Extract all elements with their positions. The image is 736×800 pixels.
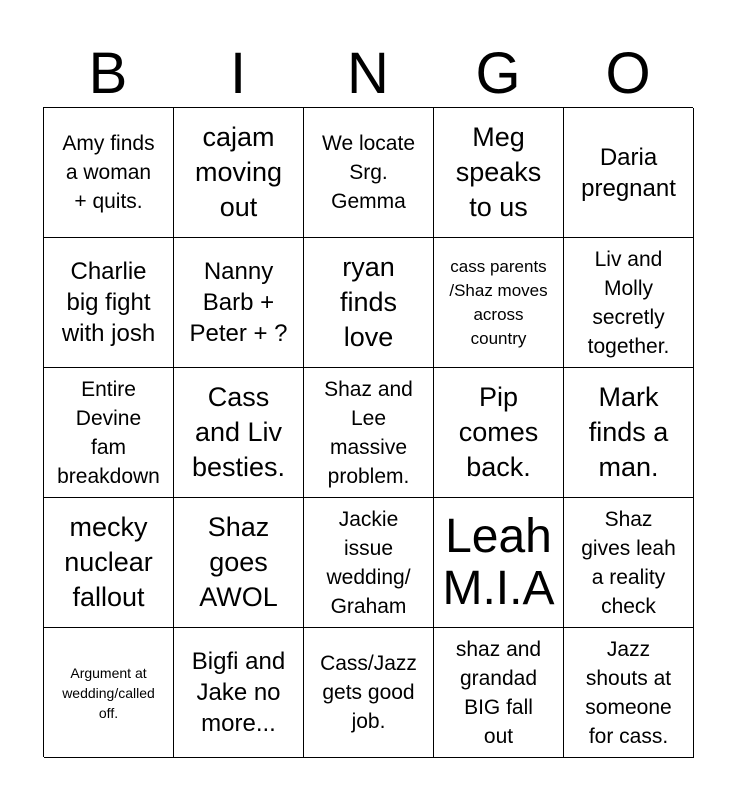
cell-text: Liv and Molly secretly together. xyxy=(587,247,670,358)
cell-text: Nanny Barb + Peter + ? xyxy=(189,258,288,347)
header-letter-o: O xyxy=(605,41,651,106)
bingo-cell[interactable] xyxy=(174,108,304,238)
bingo-cell[interactable] xyxy=(174,628,304,758)
cell-text: Argument at wedding/called off. xyxy=(62,664,155,721)
header-letter-i: I xyxy=(229,41,247,106)
cell-text: Shaz and Lee massive problem. xyxy=(324,377,413,488)
cell-text: Amy finds a woman + quits. xyxy=(62,132,155,213)
cell-text: Shaz goes AWOL xyxy=(199,512,278,612)
bingo-cell[interactable] xyxy=(44,498,174,628)
cell-text: shaz and grandad BIG fall out xyxy=(455,637,542,748)
header-letter-n: N xyxy=(347,41,389,106)
cell-text: We locate Srg. Gemma xyxy=(322,132,415,213)
cell-text: Pip comes back. xyxy=(458,382,539,482)
bingo-cell[interactable] xyxy=(434,368,564,498)
bingo-cell[interactable] xyxy=(304,628,434,758)
header-letter-b: B xyxy=(88,41,128,106)
cell-text: cajam moving out xyxy=(194,122,283,222)
cell-text: Jazz shouts at someone for cass. xyxy=(585,637,672,748)
cell-text: Bigfi and Jake no more... xyxy=(191,648,286,737)
bingo-grid xyxy=(43,107,693,757)
bingo-cell[interactable] xyxy=(304,238,434,368)
bingo-cell[interactable] xyxy=(44,368,174,498)
cell-text: Cass and Liv besties. xyxy=(191,382,286,482)
cell-text: Leah M.I.A xyxy=(442,509,555,615)
bingo-cell[interactable] xyxy=(44,108,174,238)
cell-text: Charlie big fight with josh xyxy=(61,258,156,347)
cell-text: cass parents /Shaz moves across country xyxy=(449,256,548,348)
cell-text: Shaz gives leah a reality check xyxy=(581,507,676,618)
cell-text: Meg speaks to us xyxy=(455,122,542,222)
cell-text: Cass/Jazz gets good job. xyxy=(320,652,417,733)
cell-text: Daria pregnant xyxy=(581,143,676,202)
cell-text: Jackie issue wedding/ Graham xyxy=(326,507,411,618)
cell-text: Mark finds a man. xyxy=(588,382,669,482)
bingo-cell[interactable] xyxy=(174,368,304,498)
bingo-cell[interactable] xyxy=(174,238,304,368)
bingo-cell[interactable] xyxy=(564,238,694,368)
bingo-header xyxy=(43,40,693,108)
cell-text: ryan finds love xyxy=(339,252,398,352)
bingo-cell[interactable] xyxy=(304,368,434,498)
bingo-cell[interactable] xyxy=(434,108,564,238)
bingo-cell[interactable] xyxy=(564,498,694,628)
bingo-cell[interactable] xyxy=(564,628,694,758)
bingo-cell[interactable] xyxy=(564,368,694,498)
bingo-cell[interactable] xyxy=(434,628,564,758)
bingo-cell[interactable] xyxy=(44,628,174,758)
bingo-cell[interactable] xyxy=(434,238,564,368)
bingo-cell[interactable] xyxy=(174,498,304,628)
bingo-cell[interactable] xyxy=(44,238,174,368)
cell-text: Entire Devine fam breakdown xyxy=(57,377,160,488)
bingo-cell[interactable] xyxy=(304,498,434,628)
bingo-cell[interactable] xyxy=(434,498,564,628)
bingo-cell[interactable] xyxy=(564,108,694,238)
bingo-cell[interactable] xyxy=(304,108,434,238)
header-letter-g: G xyxy=(475,41,521,106)
cell-text: mecky nuclear fallout xyxy=(64,512,153,612)
